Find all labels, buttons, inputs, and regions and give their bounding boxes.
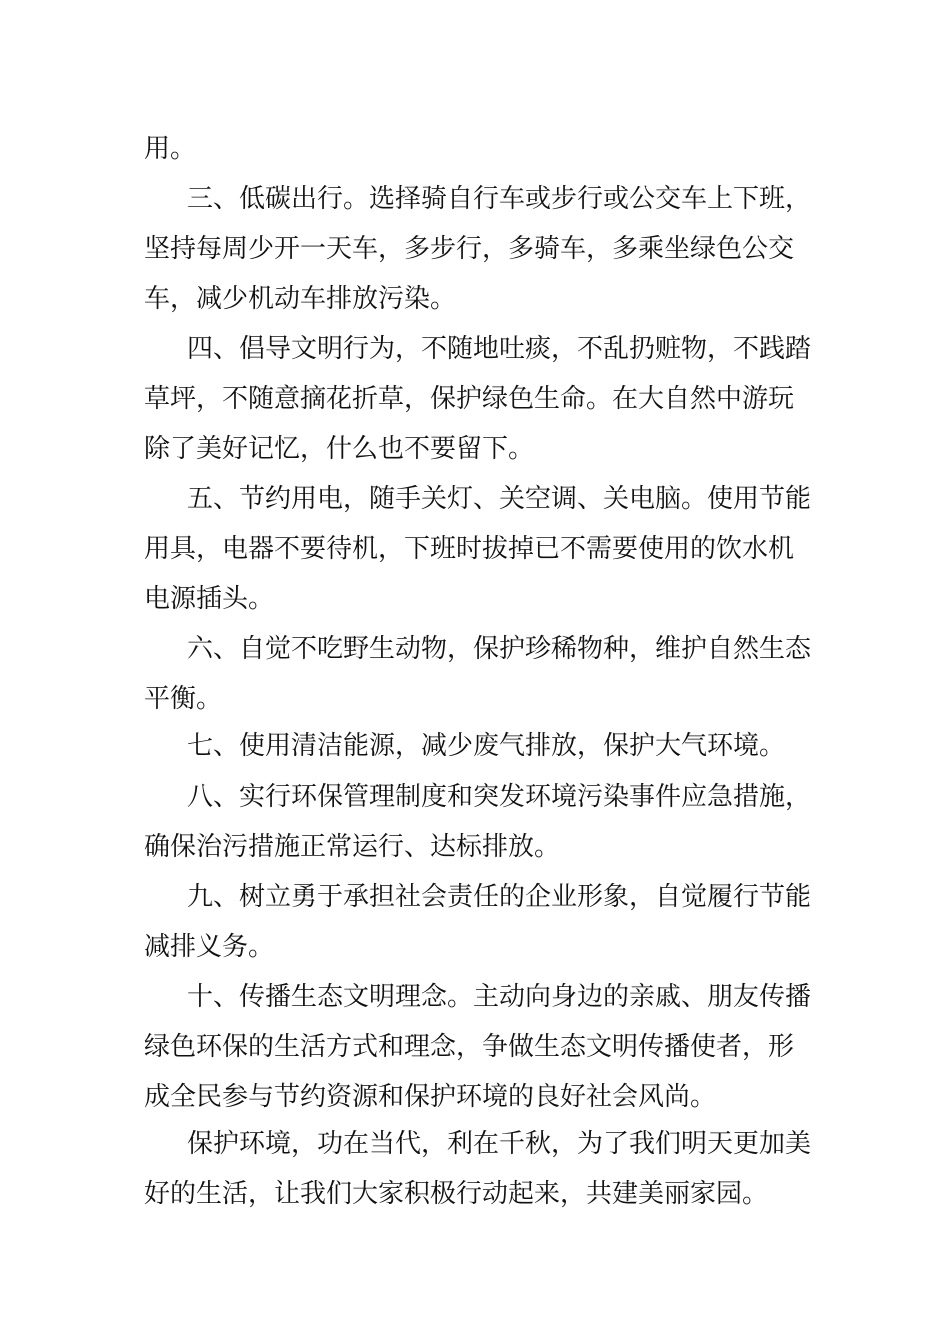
item-three-line-3: 车，减少机动车排放污染。 [144,284,457,314]
item-five-line-3: 电源插头。 [144,584,275,614]
item-ten-line-3: 成全民参与节约资源和保护环境的良好社会风尚。 [144,1082,717,1112]
item-six-line-1: 六、自觉不吃野生动物，保护珍稀物种，维护自然生态 [187,634,812,664]
item-eight-line-2: 确保治污措施正常运行、达标排放。 [144,832,561,862]
item-three-line-1: 三、低碳出行。选择骑自行车或步行或公交车上下班， [187,184,812,214]
item-seven-line-1: 七、使用清洁能源，减少废气排放，保护大气环境。 [187,731,786,761]
item-four-line-3: 除了美好记忆，什么也不要留下。 [144,434,535,464]
item-six-line-2: 平衡。 [144,684,223,714]
item-nine-line-2: 减排义务。 [144,932,275,962]
item-nine-line-1: 九、树立勇于承担社会责任的企业形象，自觉履行节能 [187,882,812,912]
item-five-line-2: 用具，电器不要待机，下班时拔掉已不需要使用的饮水机 [144,534,795,564]
item-four-line-1: 四、倡导文明行为，不随地吐痰，不乱扔赃物，不践踏 [187,334,812,364]
closing-line-1: 保护环境，功在当代，利在千秋，为了我们明天更加美 [187,1129,812,1159]
item-three-line-2: 坚持每周少开一天车，多步行，多骑车，多乘坐绿色公交 [144,234,795,264]
item-eight-line-1: 八、实行环保管理制度和突发环境污染事件应急措施， [187,782,812,812]
item-five-line-1: 五、节约用电，随手关灯、关空调、关电脑。使用节能 [187,484,812,514]
item-ten-line-2: 绿色环保的生活方式和理念，争做生态文明传播使者，形 [144,1032,795,1062]
item-ten-line-1: 十、传播生态文明理念。主动向身边的亲戚、朋友传播 [187,982,812,1012]
paragraph-continuation-line: 用。 [144,134,197,164]
item-four-line-2: 草坪，不随意摘花折草，保护绿色生命。在大自然中游玩 [144,384,795,414]
closing-line-2: 好的生活，让我们大家积极行动起来，共建美丽家园。 [144,1179,769,1209]
